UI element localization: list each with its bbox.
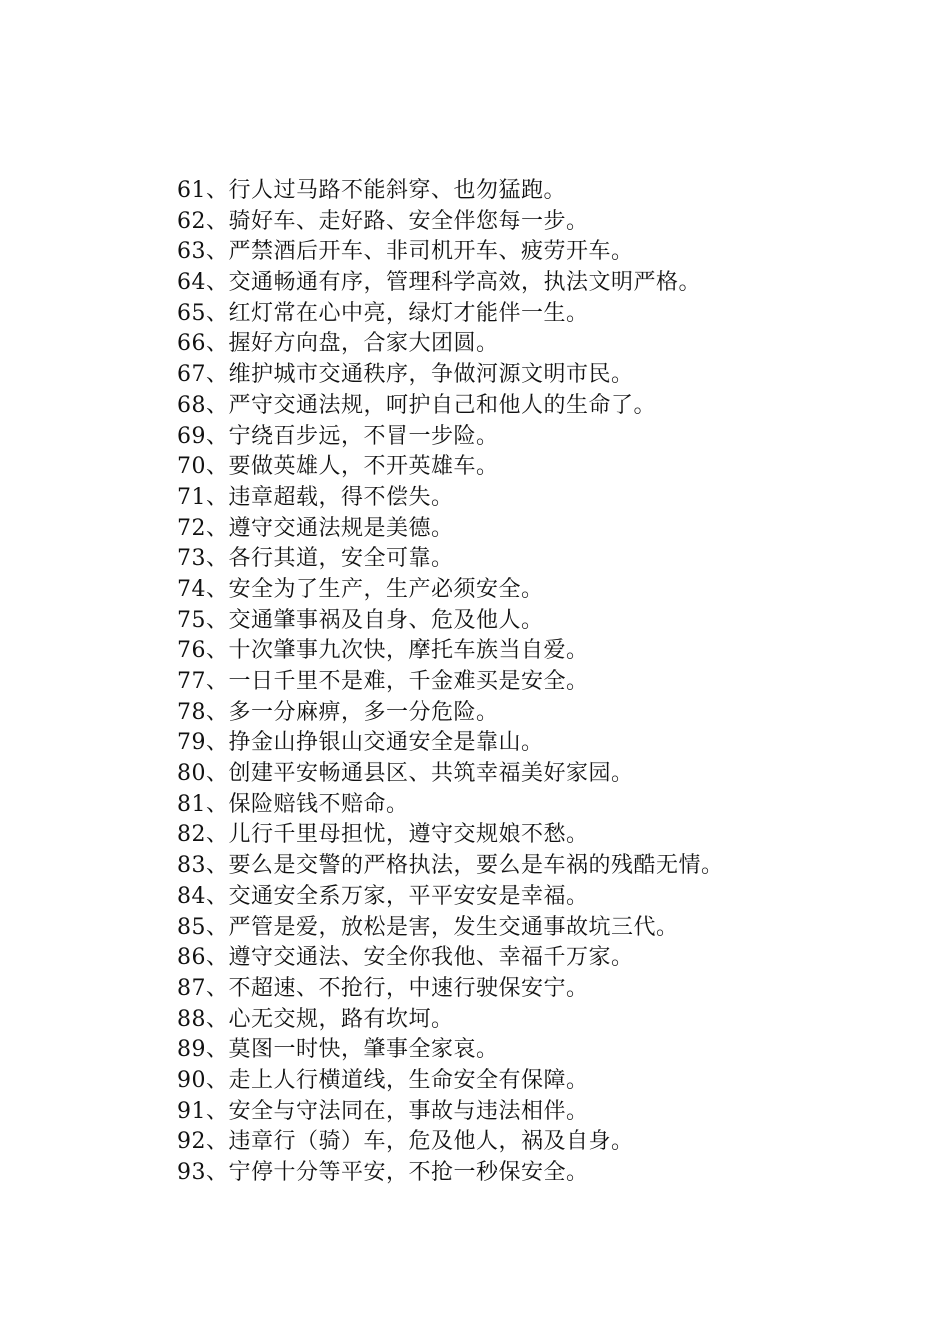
slogan-line: 63、严禁酒后开车、非司机开车、疲劳开车。: [177, 239, 634, 265]
slogan-line: 88、心无交规，路有坎坷。: [177, 1006, 454, 1032]
slogan-line: 70、要做英雄人，不开英雄车。: [177, 454, 499, 480]
slogan-line: 66、握好方向盘，合家大团圆。: [177, 331, 499, 357]
slogan-line: 64、交通畅通有序，管理科学高效，执法文明严格。: [177, 270, 701, 296]
slogan-line: 80、创建平安畅通县区、共筑幸福美好家园。: [177, 761, 634, 787]
slogan-line: 92、违章行（骑）车，危及他人，祸及自身。: [177, 1129, 634, 1155]
slogan-line: 79、挣金山挣银山交通安全是靠山。: [177, 730, 544, 756]
slogan-line: 65、红灯常在心中亮，绿灯才能伴一生。: [177, 300, 589, 326]
slogan-line: 68、严守交通法规，呵护自己和他人的生命了。: [177, 392, 656, 418]
slogan-line: 76、十次肇事九次快，摩托车族当自爱。: [177, 638, 589, 664]
slogan-line: 85、严管是爱，放松是害，发生交通事故坑三代。: [177, 914, 679, 940]
slogan-line: 78、多一分麻痹，多一分危险。: [177, 699, 499, 725]
slogan-line: 75、交通肇事祸及自身、危及他人。: [177, 607, 544, 633]
slogan-line: 91、安全与守法同在，事故与违法相伴。: [177, 1098, 589, 1124]
slogan-list: [177, 176, 877, 1189]
slogan-line: 73、各行其道，安全可靠。: [177, 546, 454, 572]
slogan-line: 77、一日千里不是难，千金难买是安全。: [177, 669, 589, 694]
slogan-line: 71、违章超载，得不偿失。: [177, 484, 454, 510]
slogan-line: 84、交通安全系万家，平平安安是幸福。: [177, 883, 589, 909]
slogan-line: 74、安全为了生产，生产必须安全。: [177, 576, 544, 602]
slogan-line: 72、遵守交通法规是美德。: [177, 515, 454, 541]
slogan-line: 87、不超速、不抢行，中速行驶保安宁。: [177, 975, 589, 1001]
slogan-line: 86、遵守交通法、安全你我他、幸福千万家。: [177, 945, 634, 971]
slogan-line: 69、宁绕百步远，不冒一步险。: [177, 423, 499, 449]
slogan-line: 83、要么是交警的严格执法，要么是车祸的残酷无情。: [177, 853, 724, 879]
slogan-line: 81、保险赔钱不赔命。: [177, 791, 409, 817]
slogan-line: 89、莫图一时快，肇事全家哀。: [177, 1037, 499, 1063]
slogan-line: 90、走上人行横道线，生命安全有保障。: [177, 1067, 589, 1093]
slogan-line: 62、骑好车、走好路、安全伴您每一步。: [177, 208, 589, 234]
slogan-line: 82、儿行千里母担忧，遵守交规娘不愁。: [177, 822, 589, 848]
slogan-line: 93、宁停十分等平安，不抢一秒保安全。: [177, 1160, 589, 1185]
slogan-line: 67、维护城市交通秩序，争做河源文明市民。: [177, 362, 634, 388]
slogan-line: 61、行人过马路不能斜穿、也勿猛跑。: [177, 178, 566, 203]
